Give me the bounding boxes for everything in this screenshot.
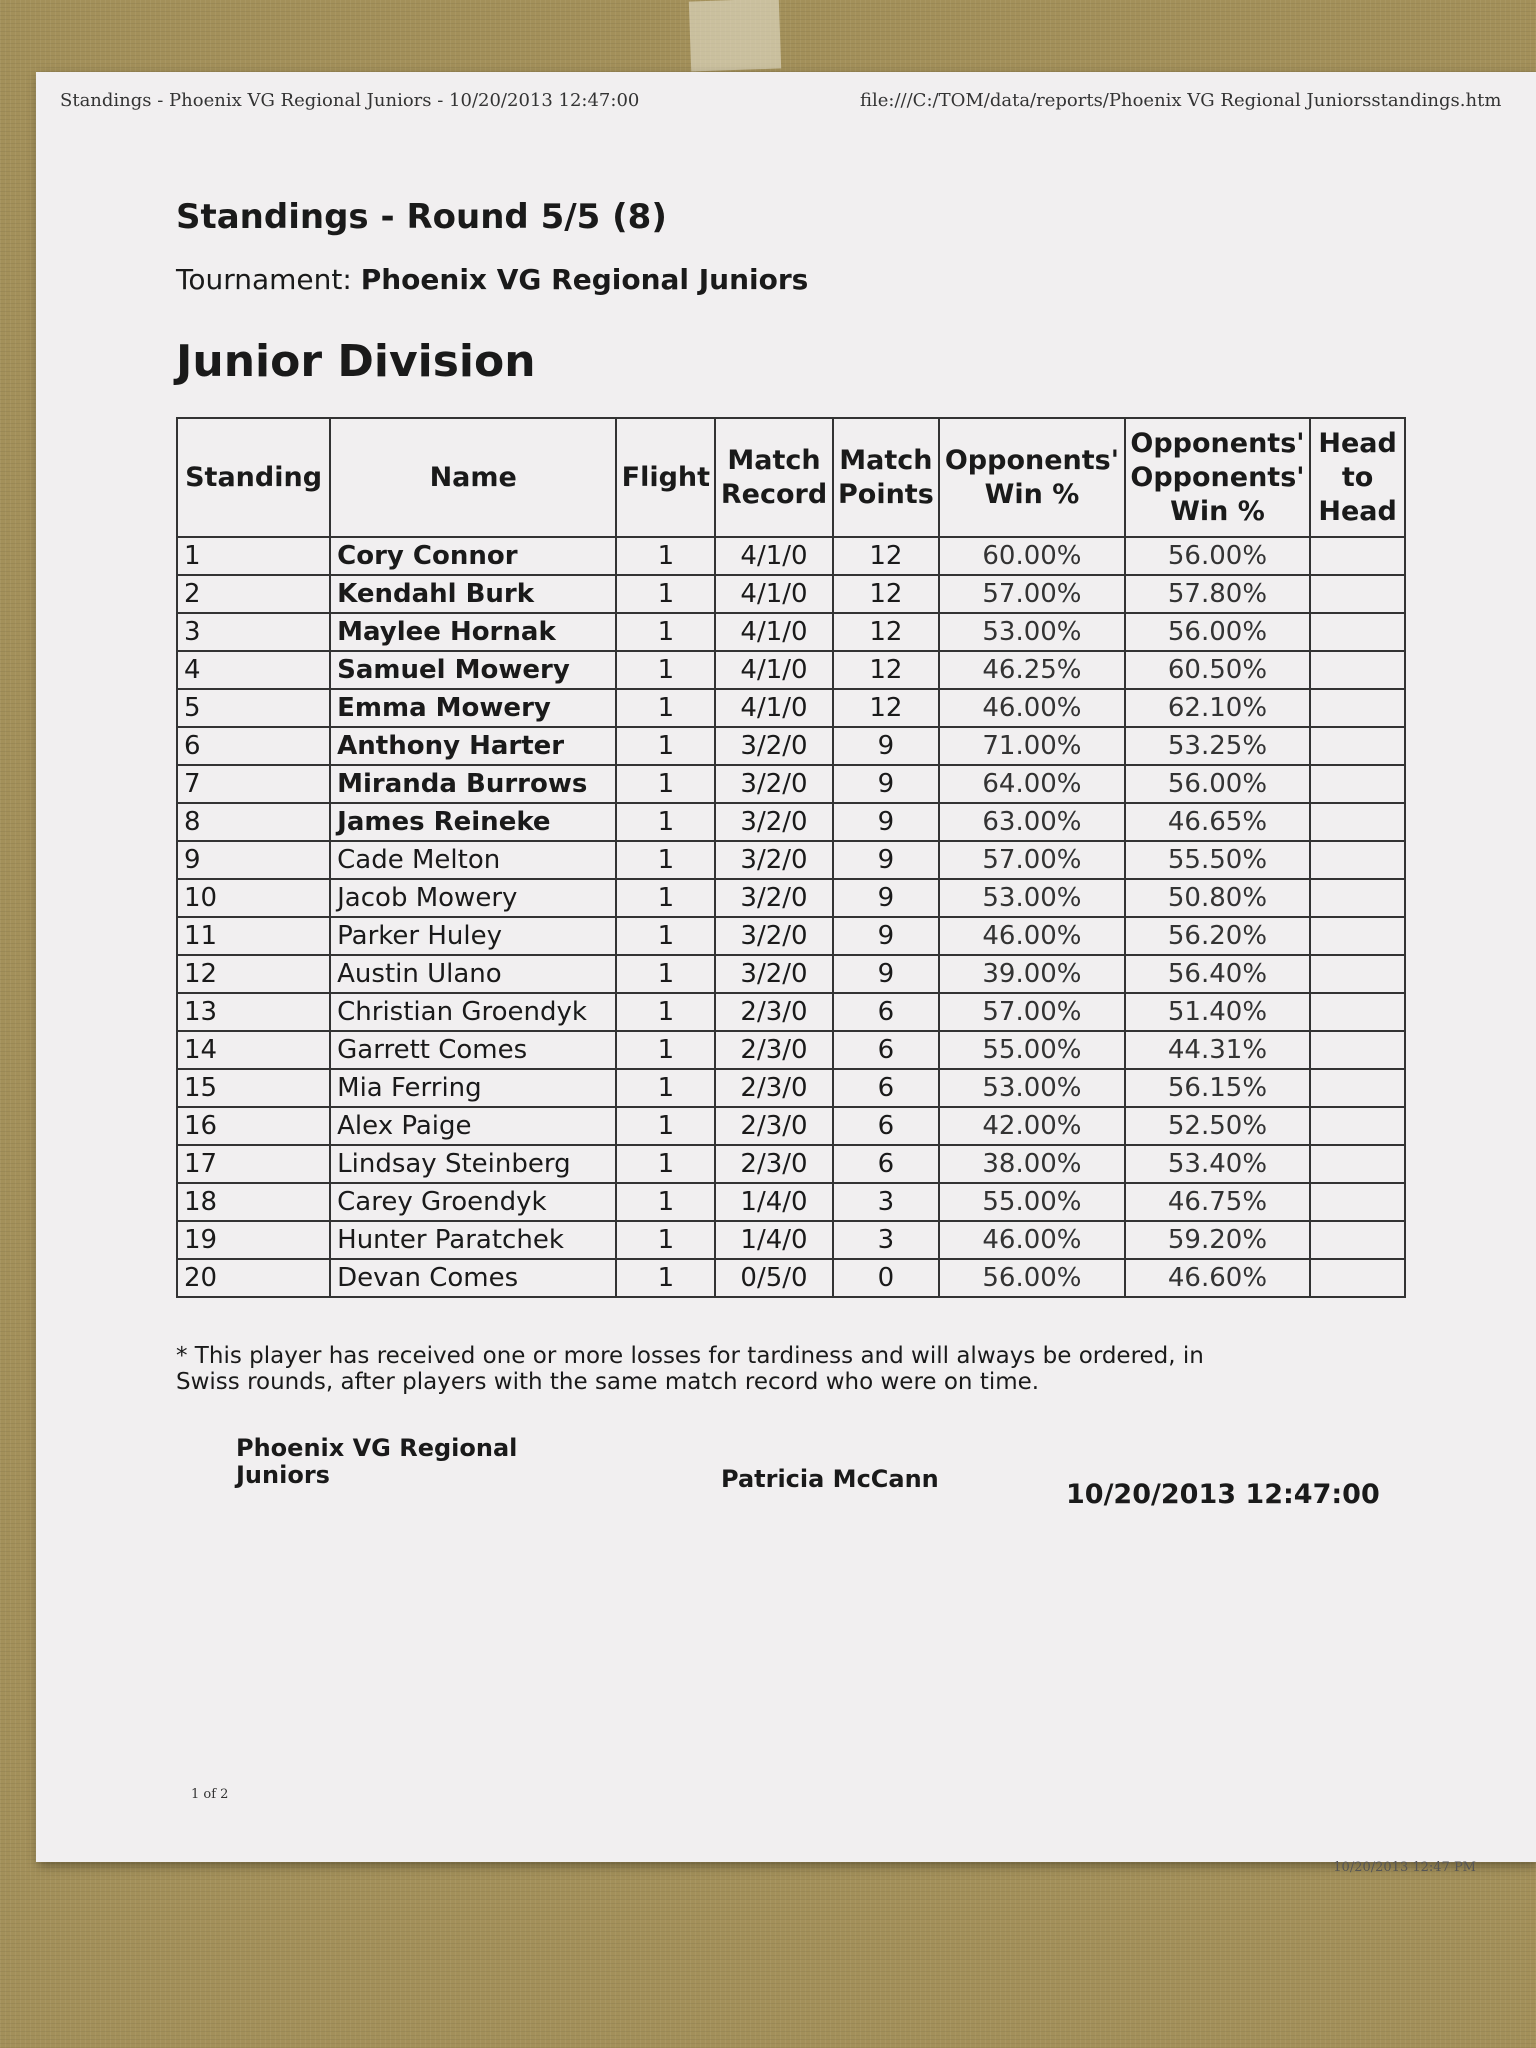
cell-name: Carey Groendyk xyxy=(330,1183,616,1221)
cell-head-to-head xyxy=(1310,1031,1405,1069)
cell-match-points: 6 xyxy=(833,1031,940,1069)
cell-opponents-opponents-win: 55.50% xyxy=(1125,841,1311,879)
cell-name: Parker Huley xyxy=(330,917,616,955)
cell-opponents-win: 64.00% xyxy=(939,765,1125,803)
cell-name: Hunter Paratchek xyxy=(330,1221,616,1259)
cell-match-points: 3 xyxy=(833,1221,940,1259)
cell-name: James Reineke xyxy=(330,803,616,841)
cell-flight: 1 xyxy=(616,1145,715,1183)
cell-name: Samuel Mowery xyxy=(330,651,616,689)
cell-flight: 1 xyxy=(616,613,715,651)
cell-head-to-head xyxy=(1310,1107,1405,1145)
cell-head-to-head xyxy=(1310,917,1405,955)
cell-opponents-opponents-win: 53.25% xyxy=(1125,727,1311,765)
cell-match-points: 12 xyxy=(833,613,940,651)
cell-match-points: 9 xyxy=(833,727,940,765)
cell-match-record: 1/4/0 xyxy=(715,1183,832,1221)
cell-opponents-win: 57.00% xyxy=(939,993,1125,1031)
division-title: Junior Division xyxy=(176,336,536,387)
cell-opponents-win: 71.00% xyxy=(939,727,1125,765)
cell-opponents-opponents-win: 46.75% xyxy=(1125,1183,1311,1221)
cell-head-to-head xyxy=(1310,1069,1405,1107)
cell-flight: 1 xyxy=(616,1221,715,1259)
cell-head-to-head xyxy=(1310,1259,1405,1297)
tape-strip xyxy=(689,0,781,72)
cell-match-points: 12 xyxy=(833,689,940,727)
cell-name: Kendahl Burk xyxy=(330,575,616,613)
cell-flight: 1 xyxy=(616,1069,715,1107)
cell-opponents-win: 53.00% xyxy=(939,1069,1125,1107)
cell-name: Miranda Burrows xyxy=(330,765,616,803)
table-header-row xyxy=(177,418,1405,537)
cell-flight: 1 xyxy=(616,575,715,613)
cell-opponents-win: 57.00% xyxy=(939,841,1125,879)
print-footer-timestamp: 10/20/2013 12:47 PM xyxy=(1333,1860,1476,1875)
cell-opponents-opponents-win: 56.00% xyxy=(1125,537,1311,575)
cell-flight: 1 xyxy=(616,689,715,727)
cell-match-points: 12 xyxy=(833,575,940,613)
cell-opponents-opponents-win: 57.80% xyxy=(1125,575,1311,613)
cell-match-record: 3/2/0 xyxy=(715,917,832,955)
cell-opponents-opponents-win: 52.50% xyxy=(1125,1107,1311,1145)
cell-head-to-head xyxy=(1310,879,1405,917)
cell-match-points: 6 xyxy=(833,1107,940,1145)
cell-match-record: 2/3/0 xyxy=(715,1031,832,1069)
header-standing: Standing xyxy=(177,418,330,537)
printed-page xyxy=(36,72,1536,1875)
cell-match-points: 9 xyxy=(833,803,940,841)
cell-opponents-win: 55.00% xyxy=(939,1183,1125,1221)
cell-match-record: 3/2/0 xyxy=(715,841,832,879)
table-row xyxy=(177,993,1405,1031)
cell-match-record: 3/2/0 xyxy=(715,879,832,917)
cell-match-points: 6 xyxy=(833,993,940,1031)
cell-flight: 1 xyxy=(616,651,715,689)
standings-title: Standings - Round 5/5 (8) xyxy=(176,197,667,237)
table-row xyxy=(177,1221,1405,1259)
header-flight: Flight xyxy=(616,418,715,537)
cell-flight: 1 xyxy=(616,727,715,765)
table-row xyxy=(177,537,1405,575)
cell-standing: 18 xyxy=(177,1183,330,1221)
cell-head-to-head xyxy=(1310,1221,1405,1259)
cell-opponents-win: 63.00% xyxy=(939,803,1125,841)
cell-match-record: 3/2/0 xyxy=(715,955,832,993)
header-head-to-head: Head to Head xyxy=(1310,418,1405,537)
cell-name: Austin Ulano xyxy=(330,955,616,993)
cell-standing: 14 xyxy=(177,1031,330,1069)
cell-head-to-head xyxy=(1310,803,1405,841)
signature-organization: Phoenix VG Regional Juniors xyxy=(236,1433,518,1490)
table-row xyxy=(177,1145,1405,1183)
cell-head-to-head xyxy=(1310,955,1405,993)
cell-flight: 1 xyxy=(616,1107,715,1145)
cell-standing: 10 xyxy=(177,879,330,917)
cell-standing: 17 xyxy=(177,1145,330,1183)
tardiness-footnote: * This player has received one or more losses for tardiness and will always be ordered, in Swiss rounds, after players with the same match record who were on time. xyxy=(176,1343,1204,1395)
cell-opponents-opponents-win: 50.80% xyxy=(1125,879,1311,917)
standings-table xyxy=(176,417,1406,1298)
cell-standing: 16 xyxy=(177,1107,330,1145)
cell-opponents-win: 46.00% xyxy=(939,1221,1125,1259)
cell-opponents-opponents-win: 56.40% xyxy=(1125,955,1311,993)
cell-standing: 1 xyxy=(177,537,330,575)
cell-match-record: 2/3/0 xyxy=(715,993,832,1031)
cell-name: Garrett Comes xyxy=(330,1031,616,1069)
table-row xyxy=(177,689,1405,727)
header-match-points: Match Points xyxy=(833,418,940,537)
cell-opponents-opponents-win: 46.65% xyxy=(1125,803,1311,841)
cell-opponents-opponents-win: 59.20% xyxy=(1125,1221,1311,1259)
cell-match-record: 3/2/0 xyxy=(715,803,832,841)
cell-flight: 1 xyxy=(616,537,715,575)
cell-head-to-head xyxy=(1310,1145,1405,1183)
cell-match-record: 0/5/0 xyxy=(715,1259,832,1297)
table-row xyxy=(177,917,1405,955)
tournament-name: Phoenix VG Regional Juniors xyxy=(360,263,809,296)
cell-standing: 8 xyxy=(177,803,330,841)
cell-flight: 1 xyxy=(616,1183,715,1221)
cell-opponents-win: 38.00% xyxy=(939,1145,1125,1183)
cell-flight: 1 xyxy=(616,1031,715,1069)
signature-person: Patricia McCann xyxy=(721,1464,939,1493)
cell-match-record: 4/1/0 xyxy=(715,537,832,575)
cell-match-record: 4/1/0 xyxy=(715,651,832,689)
table-row xyxy=(177,841,1405,879)
table-row xyxy=(177,1259,1405,1297)
cell-opponents-win: 53.00% xyxy=(939,879,1125,917)
cell-standing: 5 xyxy=(177,689,330,727)
table-row xyxy=(177,955,1405,993)
cell-standing: 3 xyxy=(177,613,330,651)
table-row xyxy=(177,575,1405,613)
signature-row xyxy=(176,1435,1436,1515)
cell-opponents-win: 57.00% xyxy=(939,575,1125,613)
cell-opponents-opponents-win: 51.40% xyxy=(1125,993,1311,1031)
cell-opponents-win: 60.00% xyxy=(939,537,1125,575)
cell-opponents-win: 42.00% xyxy=(939,1107,1125,1145)
cell-match-points: 9 xyxy=(833,841,940,879)
cell-name: Anthony Harter xyxy=(330,727,616,765)
cell-match-points: 9 xyxy=(833,917,940,955)
cell-head-to-head xyxy=(1310,841,1405,879)
table-row xyxy=(177,1107,1405,1145)
header-opponents-opponents-win: Opponents' Opponents' Win % xyxy=(1125,418,1311,537)
table-row xyxy=(177,727,1405,765)
cell-match-points: 9 xyxy=(833,955,940,993)
cell-head-to-head xyxy=(1310,575,1405,613)
cell-standing: 6 xyxy=(177,727,330,765)
cell-name: Christian Groendyk xyxy=(330,993,616,1031)
cell-match-points: 12 xyxy=(833,651,940,689)
page-number: 1 of 2 xyxy=(191,1787,229,1802)
tournament-line xyxy=(176,263,1436,296)
cell-flight: 1 xyxy=(616,917,715,955)
cell-name: Alex Paige xyxy=(330,1107,616,1145)
cell-flight: 1 xyxy=(616,879,715,917)
cell-name: Lindsay Steinberg xyxy=(330,1145,616,1183)
cell-name: Emma Mowery xyxy=(330,689,616,727)
table-row xyxy=(177,651,1405,689)
cell-match-record: 2/3/0 xyxy=(715,1069,832,1107)
cell-standing: 4 xyxy=(177,651,330,689)
cell-standing: 7 xyxy=(177,765,330,803)
cell-head-to-head xyxy=(1310,765,1405,803)
cell-flight: 1 xyxy=(616,841,715,879)
cell-flight: 1 xyxy=(616,765,715,803)
table-row xyxy=(177,613,1405,651)
cell-match-points: 0 xyxy=(833,1259,940,1297)
cell-standing: 15 xyxy=(177,1069,330,1107)
cell-match-record: 2/3/0 xyxy=(715,1107,832,1145)
standings-body xyxy=(177,537,1405,1297)
cell-flight: 1 xyxy=(616,803,715,841)
cell-name: Cory Connor xyxy=(330,537,616,575)
cell-match-record: 4/1/0 xyxy=(715,689,832,727)
table-row xyxy=(177,1031,1405,1069)
cell-match-points: 9 xyxy=(833,879,940,917)
print-header-title: Standings - Phoenix VG Regional Juniors - 10/20/2013 12:47:00 xyxy=(60,90,640,111)
cell-opponents-opponents-win: 53.40% xyxy=(1125,1145,1311,1183)
cell-head-to-head xyxy=(1310,993,1405,1031)
cell-opponents-opponents-win: 56.20% xyxy=(1125,917,1311,955)
table-row xyxy=(177,879,1405,917)
print-header-url: file:///C:/TOM/data/reports/Phoenix VG Regional Juniorsstandings.htm xyxy=(860,90,1502,111)
cell-head-to-head xyxy=(1310,537,1405,575)
cell-name: Devan Comes xyxy=(330,1259,616,1297)
cell-head-to-head xyxy=(1310,689,1405,727)
table-row xyxy=(177,803,1405,841)
cell-match-points: 6 xyxy=(833,1069,940,1107)
signature-datetime: 10/20/2013 12:47:00 xyxy=(1066,1478,1380,1510)
cell-opponents-win: 46.25% xyxy=(939,651,1125,689)
cell-opponents-win: 46.00% xyxy=(939,689,1125,727)
report-content xyxy=(176,197,1436,1515)
cell-standing: 11 xyxy=(177,917,330,955)
header-opponents-win: Opponents' Win % xyxy=(939,418,1125,537)
cell-opponents-win: 55.00% xyxy=(939,1031,1125,1069)
cell-opponents-opponents-win: 60.50% xyxy=(1125,651,1311,689)
cell-standing: 19 xyxy=(177,1221,330,1259)
cell-standing: 2 xyxy=(177,575,330,613)
header-match-record: Match Record xyxy=(715,418,832,537)
cell-match-record: 3/2/0 xyxy=(715,765,832,803)
cell-head-to-head xyxy=(1310,651,1405,689)
cell-head-to-head xyxy=(1310,613,1405,651)
table-row xyxy=(177,1183,1405,1221)
cell-opponents-opponents-win: 56.00% xyxy=(1125,613,1311,651)
cell-match-points: 3 xyxy=(833,1183,940,1221)
cell-name: Cade Melton xyxy=(330,841,616,879)
cell-name: Jacob Mowery xyxy=(330,879,616,917)
cell-opponents-opponents-win: 56.00% xyxy=(1125,765,1311,803)
cell-opponents-win: 56.00% xyxy=(939,1259,1125,1297)
tournament-label: Tournament: xyxy=(176,263,352,296)
cell-opponents-opponents-win: 44.31% xyxy=(1125,1031,1311,1069)
cell-head-to-head xyxy=(1310,727,1405,765)
cell-standing: 12 xyxy=(177,955,330,993)
header-name: Name xyxy=(330,418,616,537)
cell-match-record: 4/1/0 xyxy=(715,575,832,613)
cell-standing: 9 xyxy=(177,841,330,879)
cell-standing: 13 xyxy=(177,993,330,1031)
cell-opponents-win: 39.00% xyxy=(939,955,1125,993)
cell-opponents-opponents-win: 46.60% xyxy=(1125,1259,1311,1297)
cell-name: Mia Ferring xyxy=(330,1069,616,1107)
cell-opponents-win: 53.00% xyxy=(939,613,1125,651)
cell-match-points: 6 xyxy=(833,1145,940,1183)
cell-match-record: 2/3/0 xyxy=(715,1145,832,1183)
cell-standing: 20 xyxy=(177,1259,330,1297)
cell-opponents-win: 46.00% xyxy=(939,917,1125,955)
table-row xyxy=(177,1069,1405,1107)
cell-head-to-head xyxy=(1310,1183,1405,1221)
cell-match-record: 3/2/0 xyxy=(715,727,832,765)
table-row xyxy=(177,765,1405,803)
cell-opponents-opponents-win: 62.10% xyxy=(1125,689,1311,727)
cell-match-record: 1/4/0 xyxy=(715,1221,832,1259)
print-header xyxy=(60,90,1536,114)
cell-name: Maylee Hornak xyxy=(330,613,616,651)
cell-match-record: 4/1/0 xyxy=(715,613,832,651)
cell-flight: 1 xyxy=(616,993,715,1031)
cell-flight: 1 xyxy=(616,1259,715,1297)
cell-flight: 1 xyxy=(616,955,715,993)
cell-opponents-opponents-win: 56.15% xyxy=(1125,1069,1311,1107)
cell-match-points: 12 xyxy=(833,537,940,575)
cell-match-points: 9 xyxy=(833,765,940,803)
